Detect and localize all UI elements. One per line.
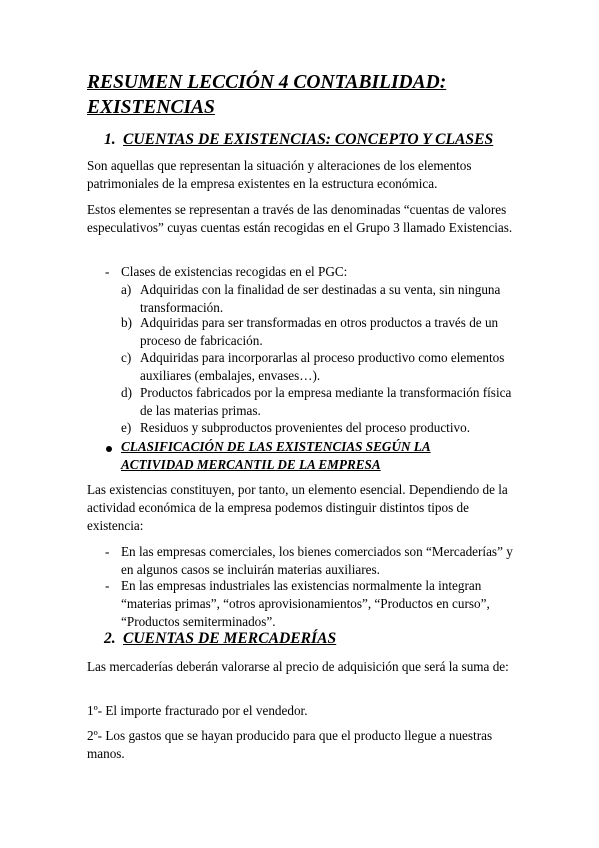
document-title: RESUMEN LECCIÓN 4 CONTABILIDAD: EXISTENCIAS xyxy=(87,72,447,118)
list-dash: - xyxy=(105,264,110,279)
item-text: Adquiridas para incorporarlas al proceso productivo como elementos auxiliares (embalajes, envases…). xyxy=(140,350,505,383)
item-text: Adquiridas para ser transformadas en otros productos a través de un proceso de fabricación. xyxy=(140,315,499,348)
bullet-dot-icon xyxy=(106,446,112,452)
item-marker: b) xyxy=(121,315,132,330)
item-marker: a) xyxy=(121,282,132,297)
item-text: Adquiridas con la finalidad de ser destinadas a su venta, sin ninguna transformación. xyxy=(140,282,501,315)
section-2-number: 2. xyxy=(104,630,116,647)
section-1-heading xyxy=(104,130,493,150)
item-marker: c) xyxy=(121,350,132,365)
list-dash: - xyxy=(105,544,110,559)
section-1-number: 1. xyxy=(104,131,116,148)
item-text: En las empresas comerciales, los bienes comerciados son “Mercaderías” y en algunos casos se incluirán materias auxiliares. xyxy=(121,544,513,577)
item-marker: d) xyxy=(121,385,132,400)
item-text: Productos fabricados por la empresa mediante la transformación física de las materias primas. xyxy=(140,385,512,418)
section-2-heading xyxy=(104,629,336,649)
section-2-point-2: 2º- Los gastos que se hayan producido para que el producto llegue a nuestras manos. xyxy=(87,728,493,761)
section-2-title: CUENTAS DE MERCADERÍAS xyxy=(123,630,337,647)
section-1-title: CUENTAS DE EXISTENCIAS: CONCEPTO Y CLASES xyxy=(123,131,494,148)
classification-heading: CLASIFICACIÓN DE LAS EXISTENCIAS SEGÚN LA ACTIVIDAD MERCANTIL DE LA EMPRESA xyxy=(121,439,431,472)
item-text: Residuos y subproductos provenientes del proceso productivo. xyxy=(140,420,470,435)
section-2-point-1: 1º- El importe fracturado por el vendedor. xyxy=(87,703,308,718)
list-dash: - xyxy=(105,578,110,593)
section-1-paragraph-1: Son aquellas que representan la situación y alteraciones de los elementos patrimoniales de la empresa existentes en la estructura económica. xyxy=(87,158,472,191)
section-1-paragraph-2: Estos elementes se representan a través de las denominadas “cuentas de valores especulativos” cuyas cuentas están recogidas en el Grupo 3 llamado Existencias. xyxy=(87,202,513,235)
classification-paragraph: Las existencias constituyen, por tanto, un elemento esencial. Dependiendo de la actividad económica de la empresa podemos distinguir distintos tipos de existencia: xyxy=(87,482,508,533)
item-text: En las empresas industriales las existencias normalmente la integran “materias primas”, “otros aprovisionamientos”, “Productos en curso”, “Productos semiterminados”. xyxy=(121,578,490,629)
list-intro: Clases de existencias recogidas en el PGC: xyxy=(121,264,348,279)
section-2-paragraph: Las mercaderías deberán valorarse al precio de adquisición que será la suma de: xyxy=(87,659,509,674)
item-marker: e) xyxy=(121,420,132,435)
